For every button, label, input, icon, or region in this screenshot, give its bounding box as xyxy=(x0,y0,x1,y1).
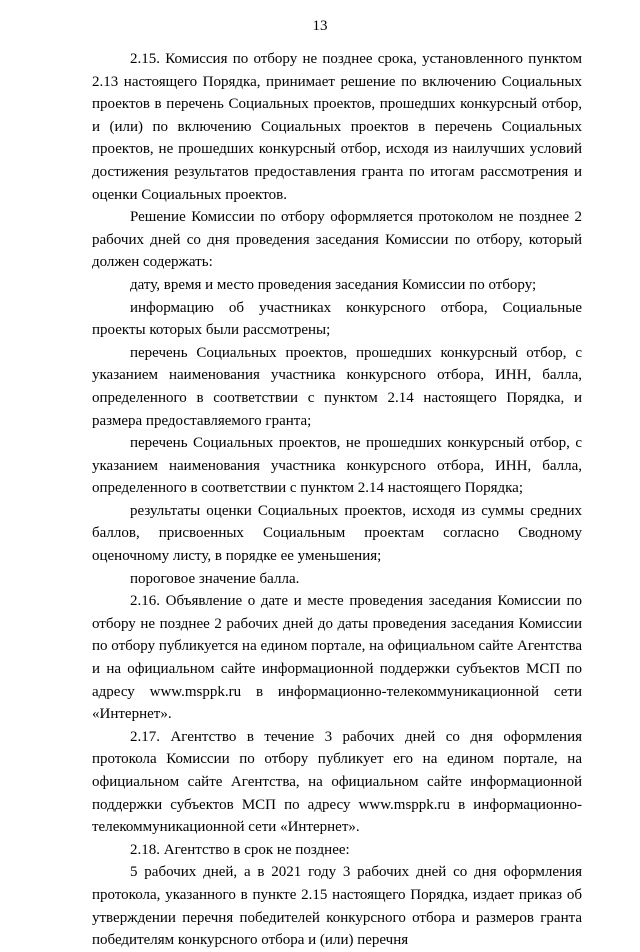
paragraph-list-evaluation-results: результаты оценки Социальных проектов, исходя из суммы средних баллов, присвоенных Социальным проектам согласно Сводному оценочному листу, в порядке ее уменьшения; xyxy=(92,502,582,565)
paragraph-list-failed-projects: перечень Социальных проектов, не прошедших конкурсный отбор, с указанием наименования участника конкурсного отбора, ИНН, балла, определенного в соответствии с пунктом 2.14 настоящего Порядка; xyxy=(92,435,582,497)
paragraph-list-passed-projects: перечень Социальных проектов, прошедших конкурсный отбор, с указанием наименования участника конкурсного отбора, ИНН, балла, определенного в соответствии с пунктом 2.14 настоящего Порядка, и размера предоставляемого гранта; xyxy=(92,344,582,429)
page-number: 13 xyxy=(312,18,328,34)
paragraph-2-18-deadline: 5 рабочих дней, а в 2021 году 3 рабочих дней со дня оформления протокола, указанного в пункте 2.15 настоящего Порядка, издает приказ об утверждении перечня победителей конкурсного отбора и размеров гранта победителям конкурсного отбора и (или) перечня xyxy=(92,864,582,949)
paragraph-protocol-decision: Решение Комиссии по отбору оформляется протоколом не позднее 2 рабочих дней со дня проведения заседания Комиссии по отбору, который должен содержать: xyxy=(92,209,582,271)
paragraph-2-17: 2.17. Агентство в течение 3 рабочих дней со дня оформления протокола Комиссии по отбору публикует его на едином портале, на официальном сайте Агентства, на официальном сайте информационной поддержки субъектов МСП по адресу www.msppk.ru в информационно-телекоммуникационной сети «Интернет». xyxy=(92,728,582,836)
paragraph-2-18: 2.18. Агентство в срок не позднее: xyxy=(130,841,350,858)
paragraph-list-participants: информацию об участниках конкурсного отбора, Социальные проекты которых были рассмотрены; xyxy=(92,299,582,339)
paragraph-list-date-time-place: дату, время и место проведения заседания Комиссии по отбору; xyxy=(130,276,537,293)
document-body xyxy=(92,48,582,952)
paragraph-2-16: 2.16. Объявление о дате и месте проведения заседания Комиссии по отбору не позднее 2 рабочих дней до даты проведения заседания Комиссии по отбору публикуется на едином портале, на официальном сайте Агентства и на официальном сайте информационной поддержки субъектов МСП по адресу www.msppk.ru в информационно-телекоммуникационной сети «Интернет». xyxy=(92,593,582,723)
paragraph-2-15: 2.15. Комиссия по отбору не позднее срока, установленного пунктом 2.13 настоящего Порядка, принимает решение по включению Социальных проектов в перечень Социальных проектов, прошедших конкурсный отбор, и (или) по включению Социальных проектов в перечень Социальных проектов, не прошедших конкурсный отбор, исходя из наилучших условий достижения результатов предоставления гранта по итогам рассмотрения и оценки Социальных проектов. xyxy=(92,51,582,203)
paragraph-list-threshold: пороговое значение балла. xyxy=(130,570,300,587)
